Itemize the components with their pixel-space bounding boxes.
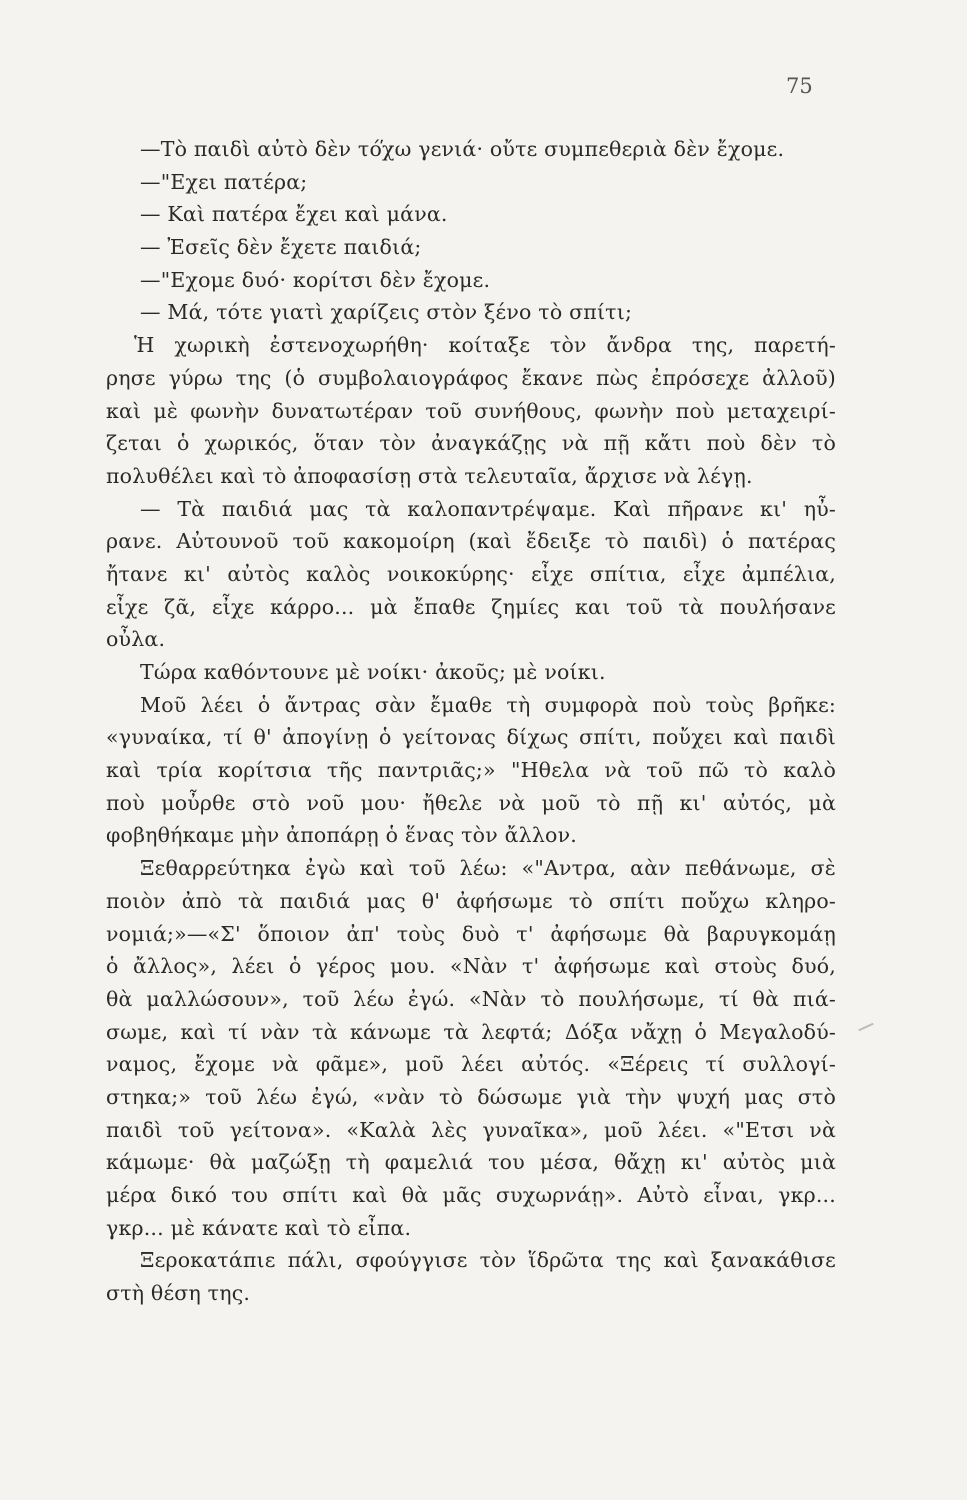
text-line: μέρα δικό του σπίτι καὶ θὰ μᾶς συχωρνάῃ». Αὐτὸ εἶναι, γκρ... bbox=[106, 1183, 836, 1207]
text-line: Τώρα καθόντουνε μὲ νοίκι· ἀκοῦς; μὲ νοίκι. bbox=[140, 660, 606, 684]
text-line: Μοῦ λέει ὁ ἄντρας σὰν ἔμαθε τὴ συμφορὰ ποὺ τοὺς βρῆκε: bbox=[140, 692, 836, 717]
text-line: —"Εχομε δυό· κορίτσι δὲν ἔχομε. bbox=[140, 267, 491, 292]
text-line: καὶ τρία κορίτσια τῆς παντριᾶς;» "Ηθελα νὰ τοῦ πῶ τὸ καλὸ bbox=[106, 758, 836, 783]
text-line: κάμωμε· θὰ μαζώξῃ τὴ φαμελιά του μέσα, θἄχῃ κι' αὐτὸς μιὰ bbox=[106, 1150, 836, 1175]
text-line: — Μά, τότε γιατὶ χαρίζεις στὸν ξένο τὸ σπίτι; bbox=[140, 300, 633, 325]
text-line: παιδὶ τοῦ γείτονα». «Καλὰ λὲς γυναῖκα», μοῦ λέει. «"Ετσι νὰ bbox=[106, 1117, 836, 1142]
text-line: — Ἐσεῖς δὲν ἔχετε παιδιά; bbox=[140, 235, 422, 260]
text-line: γκρ... μὲ κάνατε καὶ τὸ εἶπα. bbox=[106, 1215, 412, 1240]
text-line: «γυναίκα, τί θ' ἀπογίνῃ ὁ γείτονας δίχως σπίτι, ποὔχει καὶ παιδὶ bbox=[106, 725, 836, 750]
text-line: ζεται ὁ χωρικός, ὅταν τὸν ἀναγκάζῃς νὰ πῇ κἄτι ποὺ δὲν τὸ bbox=[106, 431, 836, 456]
text-line: ναμος, ἔχομε νὰ φᾶμε», μοῦ λέει αὐτός. «Ξέρεις τί συλλογί- bbox=[106, 1052, 836, 1077]
text-line: νομιά;»—«Σ' ὅποιον ἀπ' τοὺς δυὸ τ' ἀφήσωμε θὰ βαρυγκομάῃ bbox=[106, 921, 836, 946]
body-text bbox=[106, 133, 836, 1310]
text-line: ἤτανε κι' αὐτὸς καλὸς νοικοκύρης· εἶχε σπίτια, εἶχε ἀμπέλια, bbox=[106, 561, 836, 586]
text-line: σωμε, καὶ τί νὰν τὰ κάνωμε τὰ λεφτά; Δόξα νἄχῃ ὁ Μεγαλοδύ- bbox=[106, 1019, 836, 1044]
text-line: στὴ θέση της. bbox=[106, 1281, 251, 1306]
text-line: — Καὶ πατέρα ἔχει καὶ μάνα. bbox=[140, 202, 448, 227]
text-line: Ξεθαρρεύτηκα ἐγὼ καὶ τοῦ λέω: «"Αντρα, αὰν πεθάνωμε, σὲ bbox=[140, 856, 836, 881]
text-line: ποιὸν ἀπὸ τὰ παιδιά μας θ' ἀφήσωμε τὸ σπίτι ποὔχω κληρο- bbox=[106, 888, 836, 913]
text-line: — Τὰ παιδιά μας τὰ καλοπαντρέψαμε. Καὶ πῆρανε κι' ηὖ- bbox=[140, 496, 836, 521]
text-line: ποὺ μοὖρθε στὸ νοῦ μου· ἤθελε νὰ μοῦ τὸ πῇ κι' αὐτός, μὰ bbox=[106, 790, 836, 815]
text-line: φοβηθήκαμε μὴν ἀποπάρῃ ὁ ἕνας τὸν ἄλλον. bbox=[106, 823, 577, 848]
text-line: πολυθέλει καὶ τὸ ἀποφασίσῃ στὰ τελευταῖα, ἄρχισε νὰ λέγῃ. bbox=[106, 463, 753, 488]
text-line: —"Εχει πατέρα; bbox=[140, 169, 308, 194]
text-line: —Τὸ παιδὶ αὐτὸ δὲν τό̕χω γενιά· οὔτε συμπεθεριὰ δὲν ἔχομε. bbox=[140, 137, 785, 161]
text-line: Ξεροκατάπιε πάλι, σφούγγισε τὸν ἵδρῶτα της καὶ ξανακάθισε bbox=[140, 1248, 836, 1273]
text-line: καὶ μὲ φωνὴν δυνατωτέραν τοῦ συνήθους, φωνὴν ποὺ μεταχειρί- bbox=[106, 398, 836, 423]
text-line: ρησε γύρω της (ὁ συμβολαιογράφος ἔκανε πὼς ἐπρόσεχε ἀλλοῦ) bbox=[106, 365, 836, 390]
scan-mark bbox=[858, 1023, 873, 1032]
page-number: 75 bbox=[786, 74, 813, 98]
text-line: εἶχε ζᾶ, εἶχε κάρρο... μὰ ἔπαθε ζημίες και τοῦ τὰ πουλήσανε bbox=[106, 594, 836, 619]
text-line: στηκα;» τοῦ λέω ἐγώ, «νὰν τὸ δώσωμε γιὰ τὴν ψυχή μας στὸ bbox=[106, 1084, 836, 1109]
text-line: θὰ μαλλώσουν», τοῦ λέω ἐγώ. «Νὰν τὸ πουλήσωμε, τί θὰ πιά- bbox=[106, 986, 836, 1011]
text-line: ὁ ἄλλος», λέει ὁ γέρος μου. «Νὰν τ' ἀφήσωμε καὶ στοὺς δυό, bbox=[106, 954, 836, 979]
text-line: ρανε. Αὐτουνοῦ τοῦ κακομοίρη (καὶ ἔδειξε τὸ παιδὶ) ὁ πατέρας bbox=[106, 529, 836, 554]
text-line: οὖλα. bbox=[106, 627, 166, 652]
text-line: Ἡ χωρικὴ ἐστενοχωρήθη· κοίταξε τὸν ἄνδρα της, παρετή- bbox=[134, 333, 836, 358]
